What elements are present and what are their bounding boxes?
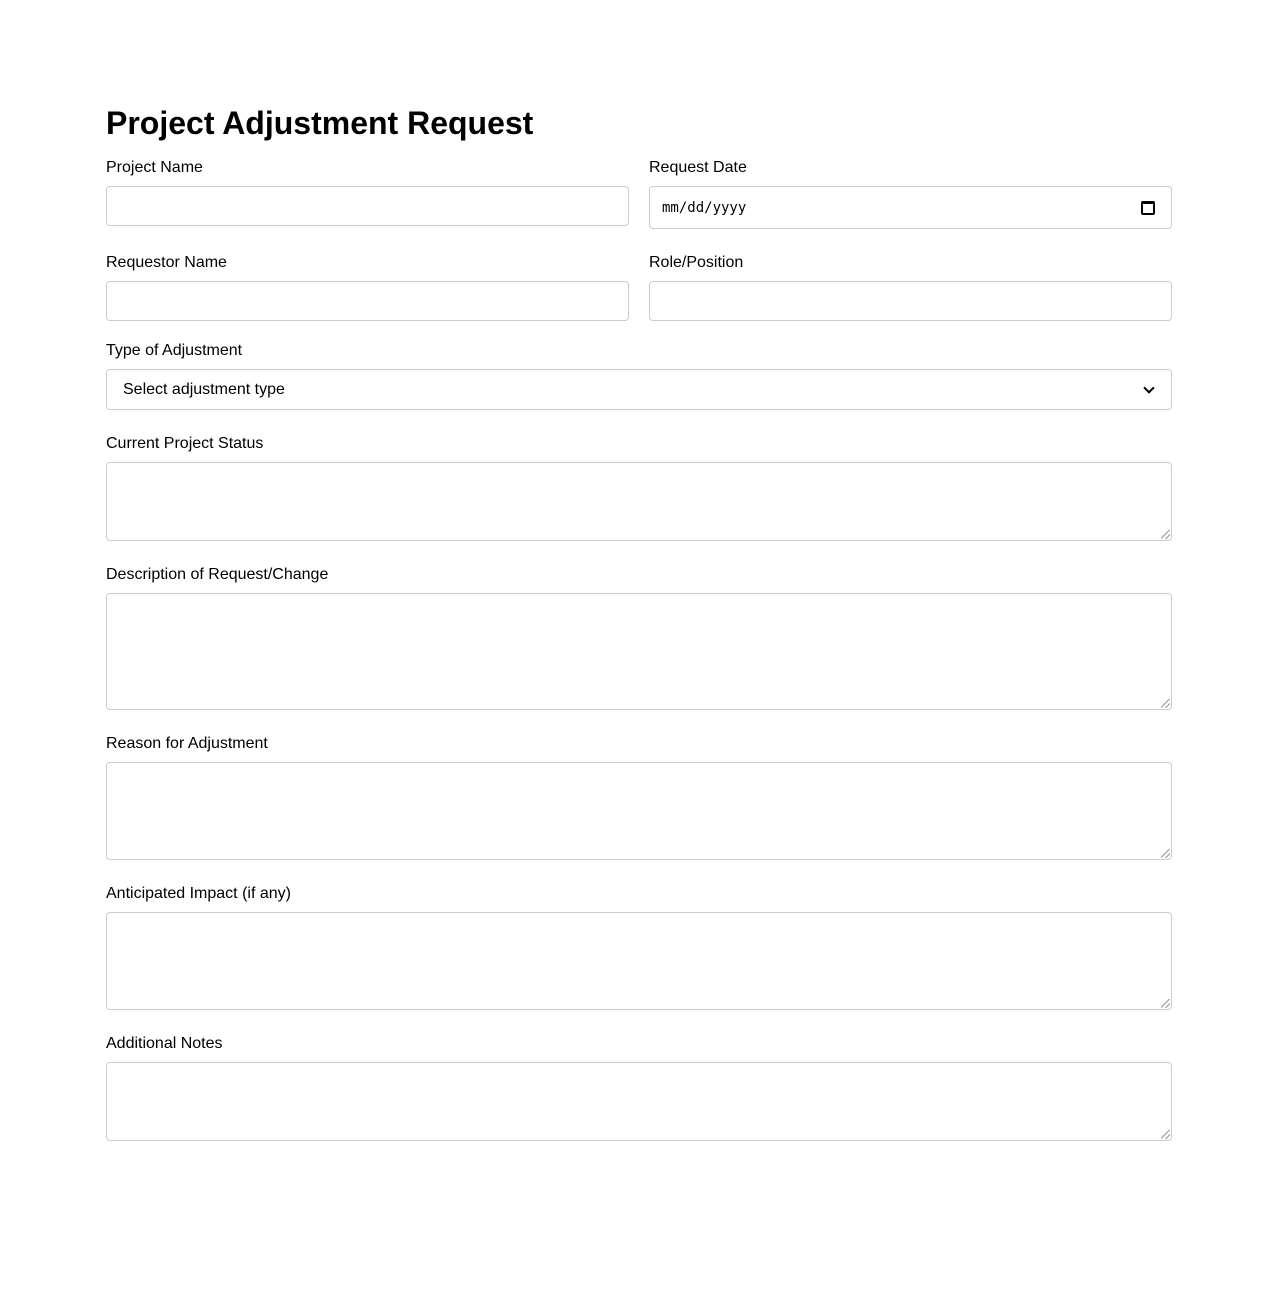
reason-group (106, 734, 1172, 860)
adjustment-type-label: Type of Adjustment (106, 342, 243, 359)
current-status-textarea[interactable] (106, 462, 1172, 541)
resize-handle-icon[interactable] (1161, 849, 1170, 858)
adjustment-type-selected: Select adjustment type (123, 380, 285, 398)
notes-label: Additional Notes (106, 1035, 223, 1052)
resize-handle-icon[interactable] (1161, 530, 1170, 539)
request-date-group (649, 158, 1172, 229)
notes-textarea[interactable] (106, 1062, 1172, 1141)
project-name-group (106, 158, 629, 229)
request-date-label: Request Date (649, 159, 747, 176)
role-position-input[interactable] (649, 281, 1172, 321)
page-title: Project Adjustment Request (106, 105, 534, 141)
project-name-label: Project Name (106, 159, 203, 176)
description-label: Description of Request/Change (106, 566, 329, 583)
current-status-label: Current Project Status (106, 435, 264, 452)
resize-handle-icon[interactable] (1161, 1130, 1170, 1139)
request-date-input[interactable] (649, 186, 1172, 229)
role-position-group (649, 253, 1172, 321)
notes-group (106, 1034, 1172, 1141)
resize-handle-icon[interactable] (1161, 699, 1170, 708)
row-requestor-role (106, 253, 1172, 321)
adjustment-request-form (106, 104, 1172, 1141)
current-status-group (106, 434, 1172, 541)
requestor-name-label: Requestor Name (106, 254, 227, 271)
description-group (106, 565, 1172, 710)
requestor-name-group (106, 253, 629, 321)
impact-group (106, 884, 1172, 1010)
resize-handle-icon[interactable] (1161, 999, 1170, 1008)
role-position-label: Role/Position (649, 254, 744, 271)
description-textarea[interactable] (106, 593, 1172, 710)
reason-label: Reason for Adjustment (106, 735, 268, 752)
impact-label: Anticipated Impact (if any) (106, 885, 291, 902)
impact-textarea[interactable] (106, 912, 1172, 1010)
calendar-icon[interactable] (1141, 201, 1155, 215)
adjustment-type-select[interactable] (106, 369, 1172, 410)
row-project-date (106, 158, 1172, 229)
reason-textarea[interactable] (106, 762, 1172, 860)
chevron-down-icon (1143, 382, 1154, 393)
adjustment-type-group (106, 341, 1172, 410)
request-date-placeholder: mm/dd/yyyy (662, 199, 747, 216)
project-name-input[interactable] (106, 186, 629, 226)
requestor-name-input[interactable] (106, 281, 629, 321)
